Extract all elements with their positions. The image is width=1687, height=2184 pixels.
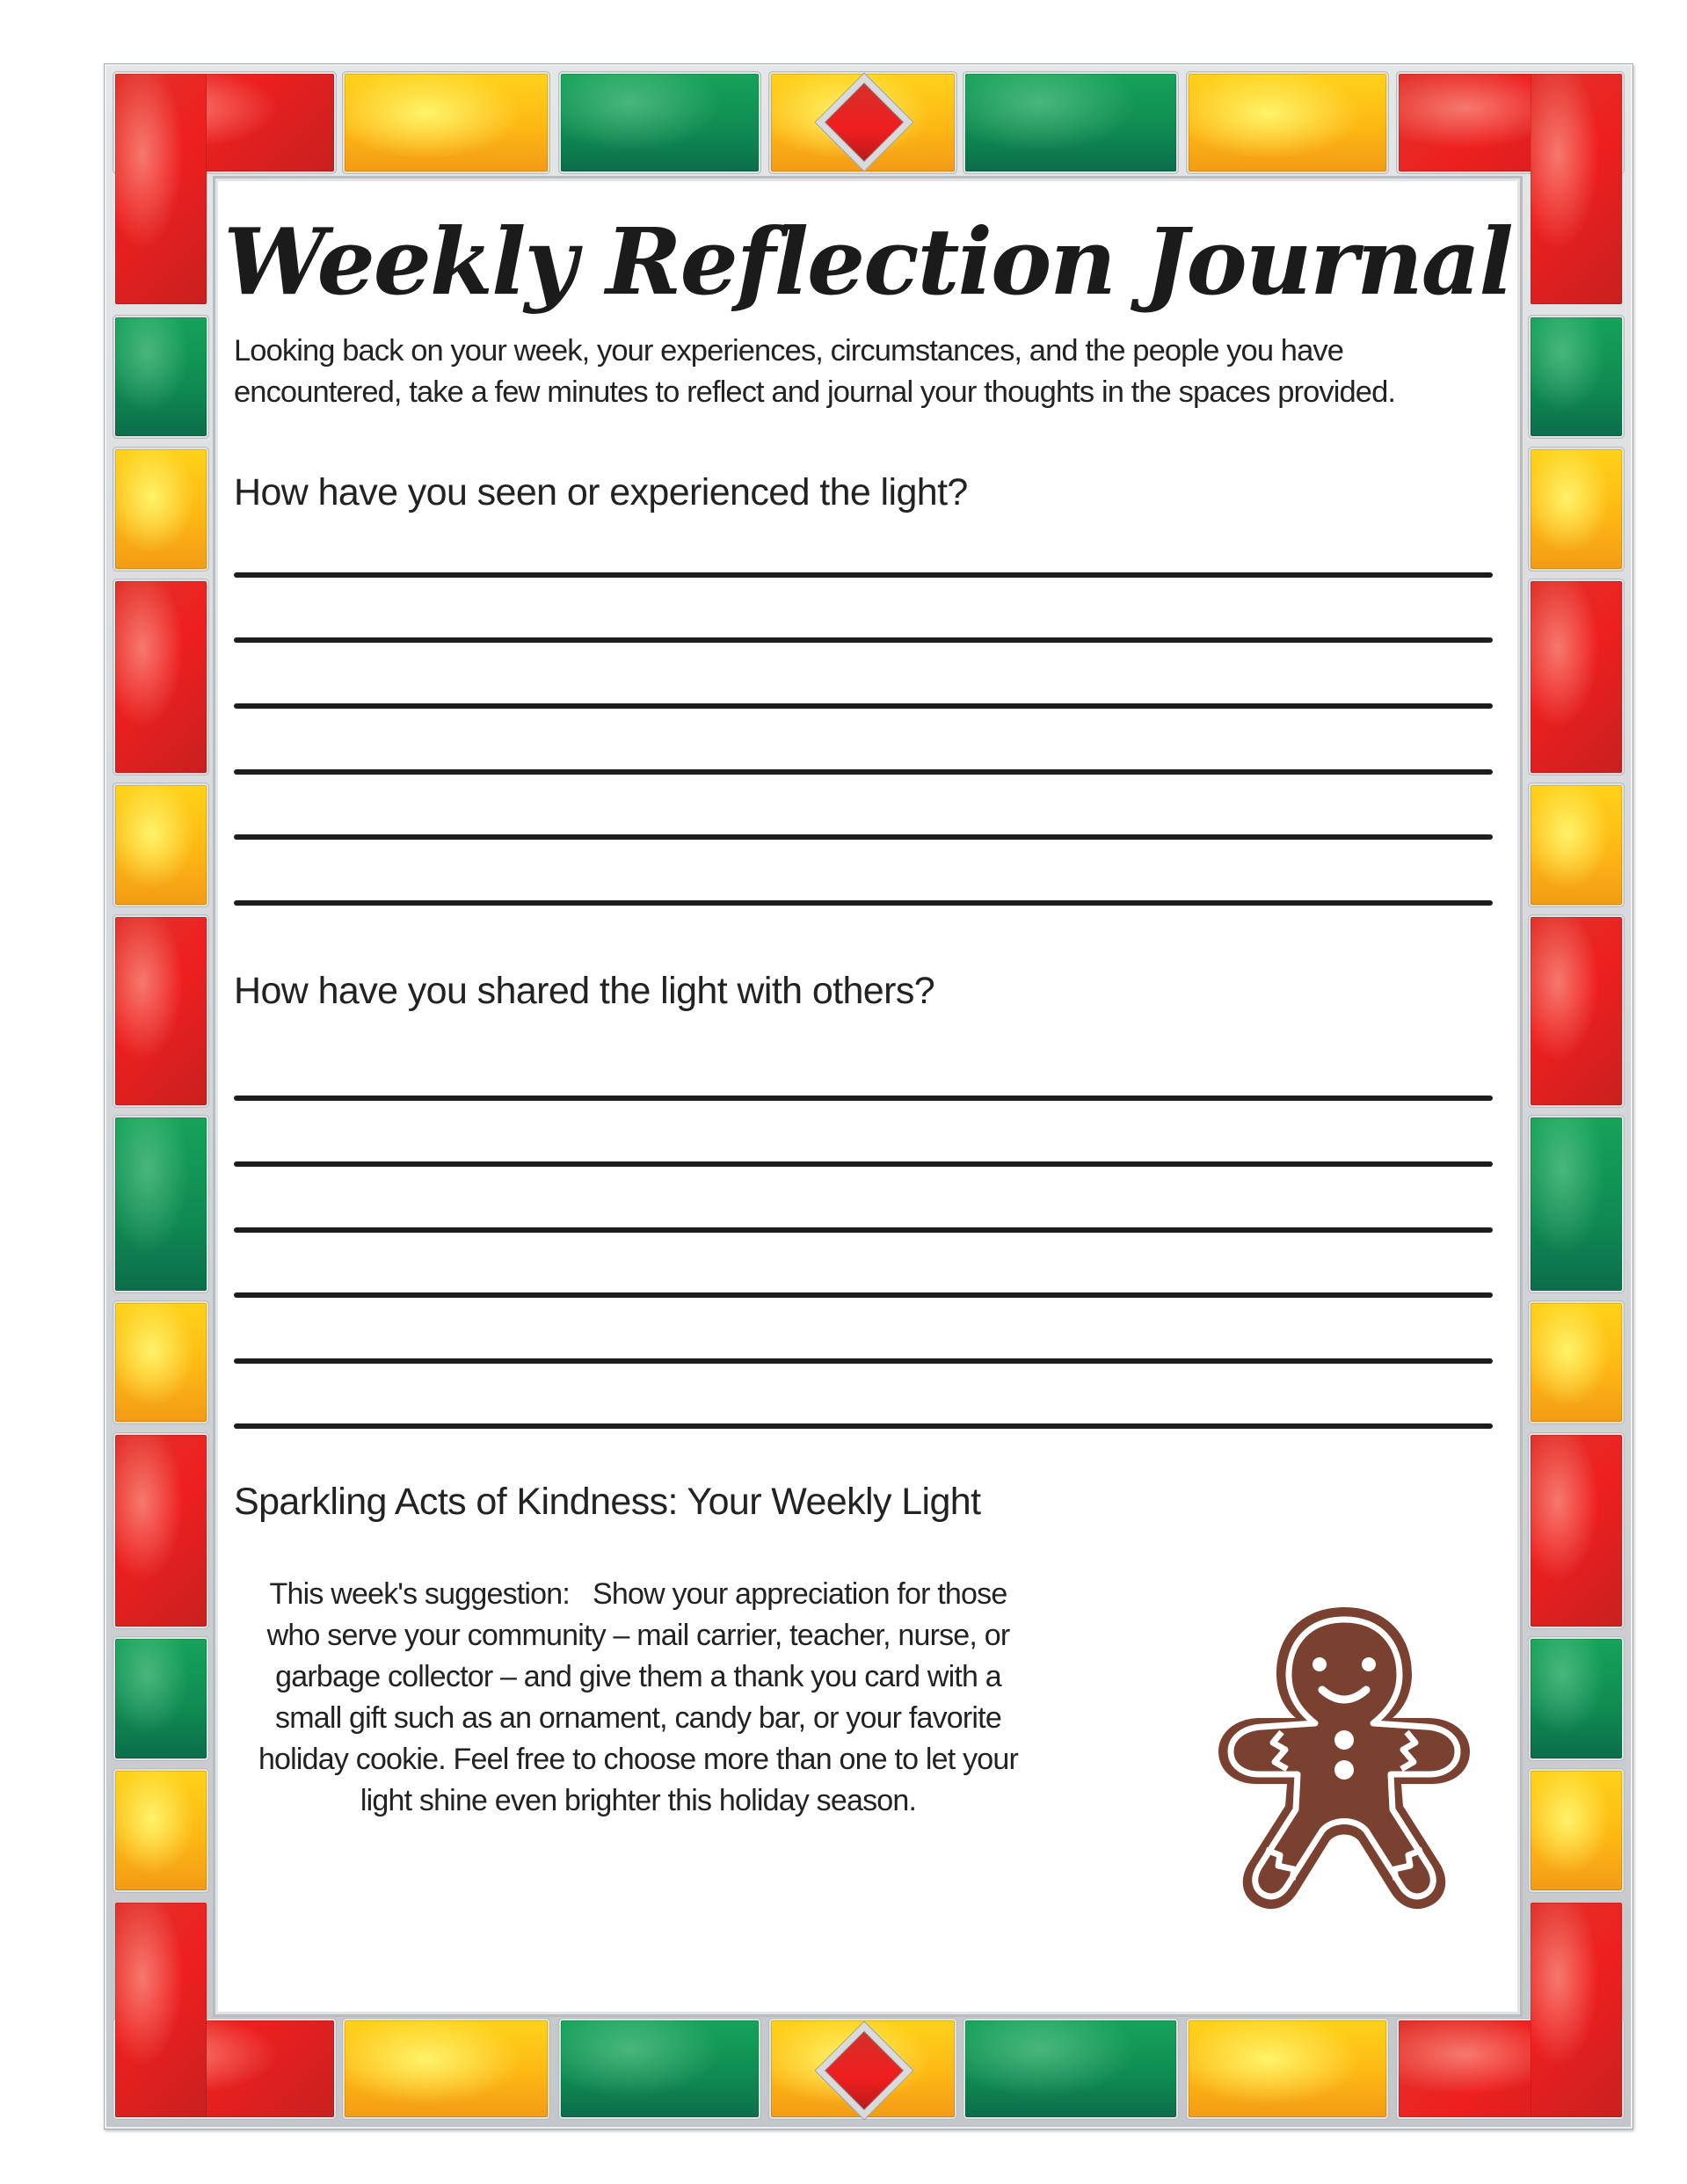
suggestion-line: garbage collector – and give them a thank you card with a (275, 1660, 1001, 1693)
border-tile-right-9 (1531, 1639, 1622, 1758)
border-tile-right-5 (1531, 917, 1622, 1105)
border-tile-right-2 (1531, 449, 1622, 569)
answer-line[interactable] (234, 834, 1493, 840)
intro-paragraph (234, 331, 1500, 413)
border-tile-bottom-5 (1189, 2020, 1386, 2117)
suggestion-line: small gift such as an ornament, candy bar, or your favorite (275, 1701, 1001, 1735)
border-corner-bottom-right-leg (1531, 1903, 1622, 2117)
border-corner-bottom-left-leg (115, 1903, 207, 2117)
answer-line[interactable] (234, 1358, 1493, 1364)
answer-line[interactable] (234, 1096, 1493, 1101)
border-tile-left-8 (115, 1435, 207, 1627)
border-corner-top-left-leg (115, 74, 207, 304)
border-tile-right-8 (1531, 1435, 1622, 1627)
border-tile-left-1 (115, 317, 207, 436)
intro-line: Looking back on your week, your experiences, circumstances, and the people you have (234, 334, 1344, 368)
border-tile-bottom-1 (345, 2020, 548, 2117)
border-tile-left-4 (115, 785, 207, 905)
answer-line[interactable] (234, 1227, 1493, 1233)
border-tile-top-1 (345, 74, 548, 171)
answer-line[interactable] (234, 1161, 1493, 1167)
suggestion-line: light shine even brighter this holiday season. (360, 1784, 917, 1817)
border-tile-left-2 (115, 449, 207, 569)
question-shared-light: How have you shared the light with others? (234, 970, 935, 1012)
border-tile-top-2 (561, 74, 759, 171)
answer-line[interactable] (234, 1292, 1493, 1298)
answer-line[interactable] (234, 900, 1493, 906)
border-tile-bottom-4 (965, 2020, 1176, 2117)
answer-line[interactable] (234, 703, 1493, 709)
answer-line[interactable] (234, 769, 1493, 775)
border-tile-left-6 (115, 1117, 207, 1291)
border-tile-right-6 (1531, 1117, 1622, 1291)
border-tile-left-10 (115, 1771, 207, 1890)
border-tile-left-9 (115, 1639, 207, 1758)
question-seen-light: How have you seen or experienced the light? (234, 471, 968, 513)
suggestion-line: who serve your community – mail carrier, teacher, nurse, or (266, 1619, 1010, 1652)
gingerbread-man-icon (1217, 1602, 1472, 1911)
border-tile-right-3 (1531, 581, 1622, 773)
border-tile-top-4 (965, 74, 1176, 171)
intro-line: encountered, take a few minutes to reflect and journal your thoughts in the spaces provided. (234, 375, 1396, 409)
suggestion-line: holiday cookie. Feel free to choose more than one to let your (258, 1743, 1019, 1776)
answer-line[interactable] (234, 572, 1493, 578)
page-title: Weekly Reflection Journal (223, 207, 1512, 316)
weekly-suggestion (234, 1574, 1043, 1822)
border-tile-right-7 (1531, 1303, 1622, 1422)
border-tile-right-1 (1531, 317, 1622, 436)
suggestion-line: This week's suggestion: Show your appreciation for those (269, 1577, 1007, 1611)
border-tile-left-7 (115, 1303, 207, 1422)
border-tile-right-4 (1531, 785, 1622, 905)
border-corner-top-right-leg (1531, 74, 1622, 304)
border-tile-bottom-2 (561, 2020, 759, 2117)
answer-line[interactable] (234, 637, 1493, 643)
border-tile-top-5 (1189, 74, 1386, 171)
answer-line[interactable] (234, 1423, 1493, 1429)
border-tile-left-5 (115, 917, 207, 1105)
border-tile-left-3 (115, 581, 207, 773)
kindness-heading: Sparkling Acts of Kindness: Your Weekly Light (234, 1481, 981, 1523)
border-tile-right-10 (1531, 1771, 1622, 1890)
